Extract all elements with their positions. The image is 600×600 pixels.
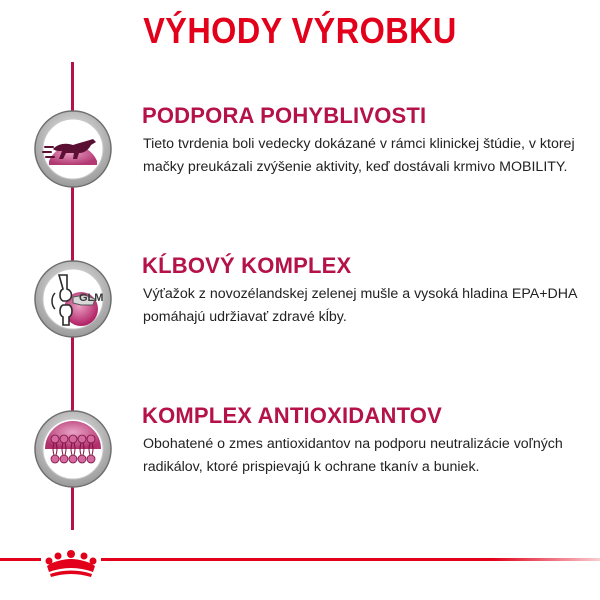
cell-membrane-icon [33,409,113,489]
benefit-title: PODPORA POHYBLIVOSTI [142,103,427,128]
benefit-mobility [0,95,600,215]
benefit-description: Obohatené o zmes antioxidantov na podporu neutralizácie voľných radikálov, ktoré prispievajú k ochrane tkanív a buniek. [143,436,563,475]
benefit-description: Výťažok z novozélandskej zelenej mušle a vysoká hladina EPA+DHA pomáhajú udržiavať zdravé kĺby. [143,286,577,325]
page-title: VÝHODY VÝROBKU [143,10,457,51]
royal-canin-crown-icon [41,548,101,580]
benefit-antioxidants [0,395,600,515]
glm-icon-label: GLM [79,292,104,304]
benefit-description: Tieto tvrdenia boli vedecky dokázané v rámci klinickej štúdie, v ktorej mačky preukázali zvýšenie aktivity, keď dostávali krmivo MOBILITY. [143,136,575,175]
running-cat-icon [33,109,113,189]
benefit-joint-complex [0,245,600,365]
benefit-title: KĹBOVÝ KOMPLEX [142,253,352,278]
joint-glm-icon [33,259,113,339]
benefit-title: KOMPLEX ANTIOXIDANTOV [142,403,442,428]
